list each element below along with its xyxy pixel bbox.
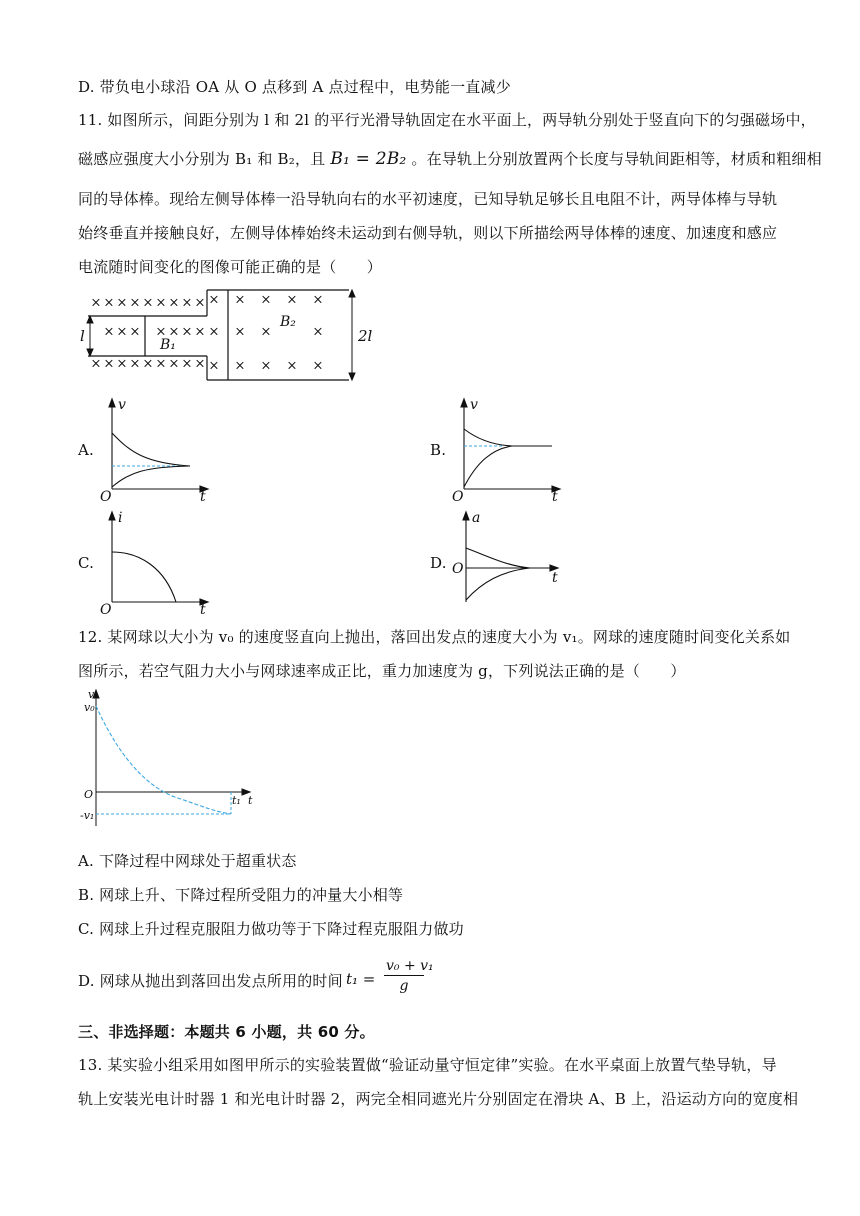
q11-stem-line2 bbox=[78, 148, 822, 169]
field-cross-icon: × bbox=[208, 324, 220, 340]
q11-graph-d-x-label: t bbox=[552, 570, 558, 586]
field-cross-icon: × bbox=[234, 358, 246, 374]
q11-graph-c-origin: O bbox=[100, 602, 112, 618]
field-cross-icon: × bbox=[286, 292, 298, 308]
field-cross-icon: × bbox=[234, 324, 246, 340]
field-cross-icon: × bbox=[155, 324, 167, 340]
q12-vt-graph bbox=[76, 686, 276, 836]
q12-option-d-numerator: v₀ + v₁ bbox=[386, 958, 434, 974]
q11-graph-a bbox=[100, 397, 220, 505]
q11-graph-c bbox=[100, 510, 220, 618]
q10-option-d: D. 带负电小球沿 OA 从 O 点移到 A 点过程中，电势能一直减少 bbox=[78, 78, 511, 96]
field-cross-icon: × bbox=[129, 324, 141, 340]
field-cross-icon: × bbox=[181, 324, 193, 340]
q12-graph-v0-label: v₀ bbox=[84, 701, 95, 714]
q13-stem-line2: 轨上安装光电计时器 1 和光电计时器 2，两完全相同遮光片分别固定在滑块 A、B 上，沿运动方向的宽度相 bbox=[78, 1090, 799, 1108]
field-cross-icon: × bbox=[168, 356, 180, 372]
q11-rail-figure bbox=[74, 286, 374, 386]
field-cross-icon: × bbox=[208, 358, 220, 374]
q12-option-c: C. 网球上升过程克服阻力做功等于下降过程克服阻力做功 bbox=[78, 920, 464, 938]
field-cross-icon: × bbox=[142, 356, 154, 372]
field-cross-icon: × bbox=[103, 324, 115, 340]
field-cross-icon: × bbox=[181, 356, 193, 372]
q12-graph-y-label: v bbox=[88, 688, 95, 701]
q11-label-B1: B₁ bbox=[160, 337, 176, 353]
field-cross-icon: × bbox=[312, 292, 324, 308]
field-cross-icon: × bbox=[208, 292, 220, 308]
field-cross-icon: × bbox=[90, 356, 102, 372]
q11-stem-line1: 11. 如图所示，间距分别为 l 和 2l 的平行光滑导轨固定在水平面上，两导轨分别处于竖直向下的匀强磁场中， bbox=[78, 111, 816, 129]
q12-graph-neg-v1-label: -v₁ bbox=[80, 809, 95, 822]
field-cross-icon: × bbox=[129, 295, 141, 311]
field-cross-icon: × bbox=[116, 324, 128, 340]
field-cross-icon: × bbox=[260, 324, 272, 340]
field-cross-icon: × bbox=[234, 292, 246, 308]
q11-option-c-letter: C. bbox=[78, 554, 95, 572]
q11-graph-a-origin: O bbox=[100, 489, 112, 505]
field-cross-icon: × bbox=[260, 292, 272, 308]
q11-option-a-letter: A. bbox=[78, 441, 95, 459]
q12-option-b: B. 网球上升、下降过程所受阻力的冲量大小相等 bbox=[78, 886, 404, 904]
q11-option-d-letter: D. bbox=[430, 554, 447, 572]
q11-graph-a-y-label: v bbox=[118, 397, 126, 413]
field-cross-icon: × bbox=[103, 295, 115, 311]
q11-option-b-letter: B. bbox=[430, 441, 447, 459]
q11-label-B2: B₂ bbox=[280, 314, 296, 330]
q12-graph-origin: O bbox=[84, 788, 94, 801]
q11-graph-d-origin: O bbox=[452, 561, 464, 577]
q12-option-a: A. 下降过程中网球处于超重状态 bbox=[78, 852, 297, 870]
field-cross-icon: × bbox=[155, 295, 167, 311]
q11-stem-line5: 电流随时间变化的图像可能正确的是（ ） bbox=[78, 258, 383, 276]
field-cross-icon: × bbox=[194, 295, 206, 311]
q12-graph-x-label: t bbox=[248, 794, 253, 807]
section3-heading: 三、非选择题：本题共 6 小题，共 60 分。 bbox=[78, 1023, 375, 1041]
q11-graph-b-origin: O bbox=[452, 489, 464, 505]
q11-graph-c-y-label: i bbox=[118, 510, 123, 526]
field-cross-icon: × bbox=[312, 324, 324, 340]
field-cross-icon: × bbox=[116, 295, 128, 311]
field-cross-icon: × bbox=[90, 295, 102, 311]
q12-option-d-lhs: t₁ = bbox=[346, 970, 376, 988]
q11-stem-line2b: 。在导轨上分别放置两个长度与导轨间距相等，材质和粗细相 bbox=[411, 150, 822, 168]
field-cross-icon: × bbox=[312, 358, 324, 374]
q12-option-d-prefix: D. 网球从抛出到落回出发点所用的时间 bbox=[78, 972, 343, 990]
field-cross-icon: × bbox=[194, 356, 206, 372]
q11-graph-d-y-label: a bbox=[472, 510, 481, 526]
field-cross-icon: × bbox=[181, 295, 193, 311]
field-cross-icon: × bbox=[155, 356, 167, 372]
q12-stem-line1: 12. 某网球以大小为 v₀ 的速度竖直向上抛出，落回出发点的速度大小为 v₁。网球的速度随时间变化关系如 bbox=[78, 628, 791, 646]
q12-stem-line2: 图所示，若空气阻力大小与网球速率成正比，重力加速度为 g，下列说法正确的是（ ） bbox=[78, 662, 686, 680]
field-cross-icon: × bbox=[260, 358, 272, 374]
field-cross-icon: × bbox=[103, 356, 115, 372]
field-cross-icon: × bbox=[129, 356, 141, 372]
q12-option-d-formula bbox=[384, 958, 434, 994]
field-cross-icon: × bbox=[194, 324, 206, 340]
q12-option-d-denominator: g bbox=[399, 978, 409, 994]
q11-stem-line3: 同的导体棒。现给左侧导体棒一沿导轨向右的水平初速度，已知导轨足够长且电阻不计，两导体棒与导轨 bbox=[78, 190, 778, 208]
q11-graph-c-x-label: t bbox=[200, 602, 206, 618]
q11-label-l: l bbox=[80, 327, 85, 345]
field-cross-icon: × bbox=[168, 295, 180, 311]
field-cross-icon: × bbox=[286, 358, 298, 374]
q13-stem-line1: 13. 某实验小组采用如图甲所示的实验装置做“验证动量守恒定律”实验。在水平桌面上放置气垫导轨，导 bbox=[78, 1056, 777, 1074]
q11-stem-line4: 始终垂直并接触良好，左侧导体棒始终未运动到右侧导轨，则以下所描绘两导体棒的速度、加速度和感应 bbox=[78, 224, 778, 242]
q11-graph-d bbox=[452, 510, 572, 614]
field-cross-icon: × bbox=[116, 356, 128, 372]
q11-stem-line2a: 磁感应强度大小分别为 B₁ 和 B₂，且 bbox=[78, 150, 326, 168]
q11-graph-b-y-label: v bbox=[470, 397, 478, 413]
q11-graph-b-x-label: t bbox=[552, 489, 558, 505]
q11-graph-b bbox=[452, 397, 572, 505]
q12-graph-t1-label: t₁ bbox=[232, 794, 241, 807]
q11-graph-a-x-label: t bbox=[200, 489, 206, 505]
field-cross-icon: × bbox=[142, 295, 154, 311]
q11-formula: B₁ = 2B₂ bbox=[330, 149, 407, 169]
q11-label-2l: 2l bbox=[358, 327, 373, 345]
field-cross-icon: × bbox=[168, 324, 180, 340]
